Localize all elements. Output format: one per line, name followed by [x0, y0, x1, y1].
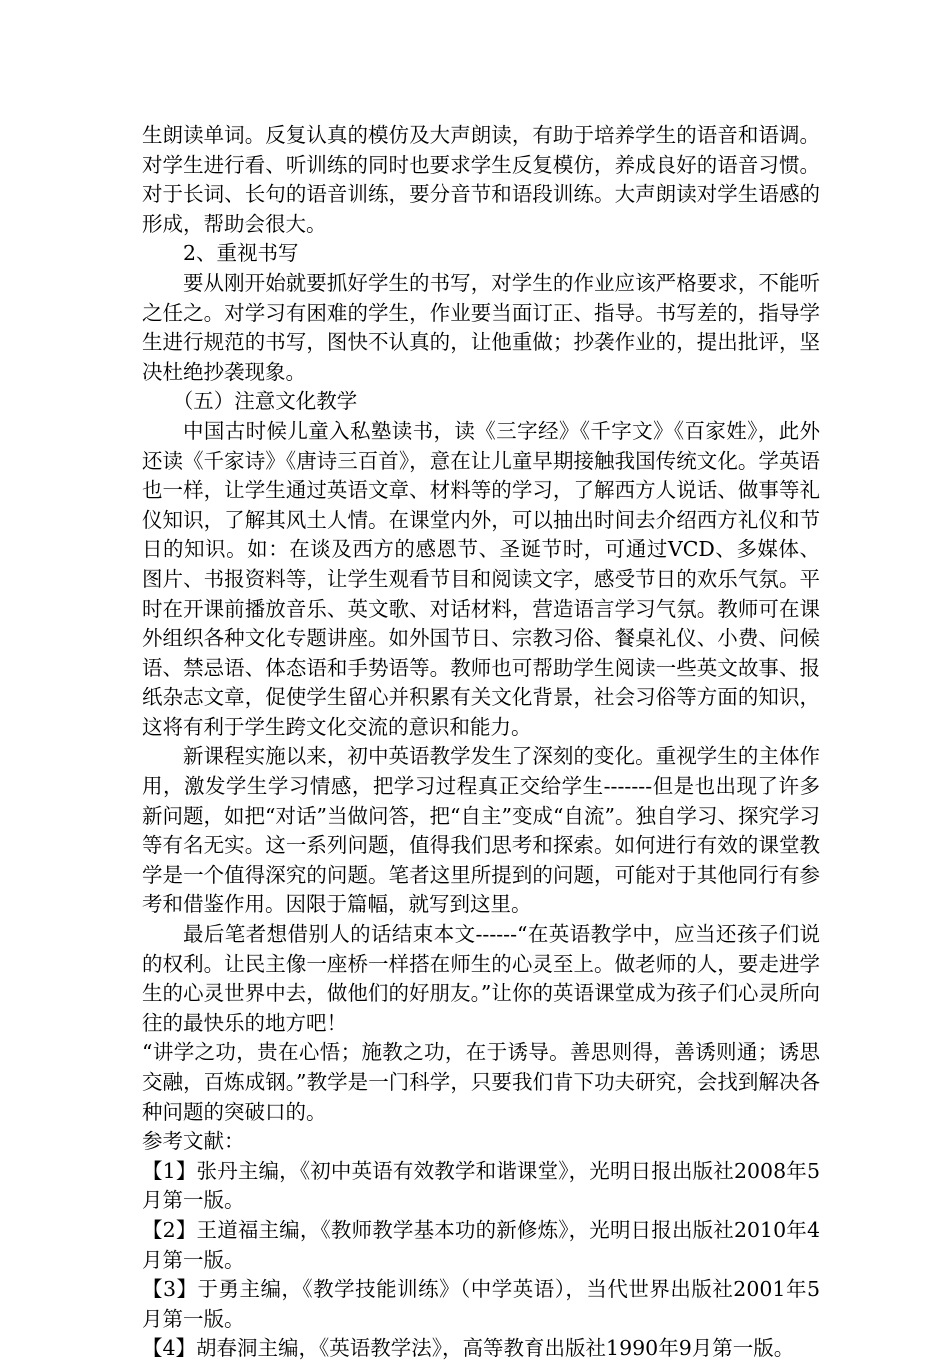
- paragraph-culture: 中国古时候儿童入私塾读书，读《三字经》《千字文》《百家姓》，此外还读《千家诗》《唐诗三百首》，意在让儿童早期接触我国传统文化。学英语也一样，让学生通过英语文章、材料等的学习，了解西方人说话、做事等礼仪知识，了解其风土人情。在课堂内外，可以抽出时间去介绍西方礼仪和节日的知识。如：在谈及西方的感恩节、圣诞节时，可通过VCD、多媒体、图片、书报资料等，让学生观看节目和阅读文字，感受节日的欢乐气氛。平时在开课前播放音乐、英文歌、对话材料，营造语言学习气氛。教师可在课外组织各种文化专题讲座。如外国节日、宗教习俗、餐桌礼仪、小费、问候语、禁忌语、体态语和手势语等。教师也可帮助学生阅读一些英文故事、报纸杂志文章，促使学生留心并积累有关文化背景，社会习俗等方面的知识，这将有利于学生跨文化交流的意识和能力。: [142, 418, 820, 739]
- reference-item: 【3】于勇主编，《教学技能训练》（中学英语），当代世界出版社2001年5月第一版。: [142, 1277, 820, 1331]
- paragraph-quote: “讲学之功，贵在心悟；施教之功，在于诱导。善思则得，善诱则通；诱思交融，百炼成钢。”教学是一门科学，只要我们肯下功夫研究，会找到解决各种问题的突破口的。: [142, 1040, 820, 1124]
- paragraph-pronunciation: 生朗读单词。反复认真的模仿及大声朗读，有助于培养学生的语音和语调。对学生进行看、听训练的同时也要求学生反复模仿，养成良好的语音习惯。对于长词、长句的语音训练，要分音节和语段训练。大声朗读对学生语感的形成，帮助会很大。: [142, 123, 820, 236]
- heading-writing: 2、重视书写: [183, 241, 299, 266]
- reference-item: 【4】胡春洞主编，《英语教学法》，高等教育出版社1990年9月第一版。: [142, 1336, 795, 1361]
- paragraph-writing: 要从刚开始就要抓好学生的书写，对学生的作业应该严格要求，不能听之任之。对学习有困难的学生，作业要当面订正、指导。书写差的，指导学生进行规范的书写，图快不认真的，让他重做；抄袭作业的，提出批评，坚决杜绝抄袭现象。: [142, 270, 820, 384]
- paragraph-new-curriculum: 新课程实施以来，初中英语教学发生了深刻的变化。重视学生的主体作用，激发学生学习情感，把学习过程真正交给学生-------但是也出现了许多新问题，如把“对话”当做问答，把“自主”变成“自流”。独自学习、探究学习等有名无实。这一系列问题，值得我们思考和探索。如何进行有效的课堂教学是一个值得深究的问题。笔者这里所提到的问题，可能对于其他同行有参考和借鉴作用。因限于篇幅，就写到这里。: [142, 744, 820, 917]
- paragraph-conclusion: 最后笔者想借别人的话结束本文------“在英语教学中，应当还孩子们说的权利。让民主像一座桥一样搭在师生的心灵至上。做老师的人，要走进学生的心灵世界中去，做他们的好朋友。”让你的英语课堂成为孩子们心灵所向往的最快乐的地方吧！: [142, 922, 820, 1035]
- reference-item: 【1】张丹主编，《初中英语有效教学和谐课堂》，光明日报出版社2008年5月第一版。: [142, 1158, 820, 1213]
- references-title: 参考文献：: [142, 1129, 245, 1154]
- document-page: [142, 121, 820, 1364]
- reference-item: 【2】王道福主编，《教师教学基本功的新修炼》，光明日报出版社2010年4月第一版。: [142, 1217, 820, 1272]
- heading-culture: （五）注意文化教学: [172, 389, 358, 414]
